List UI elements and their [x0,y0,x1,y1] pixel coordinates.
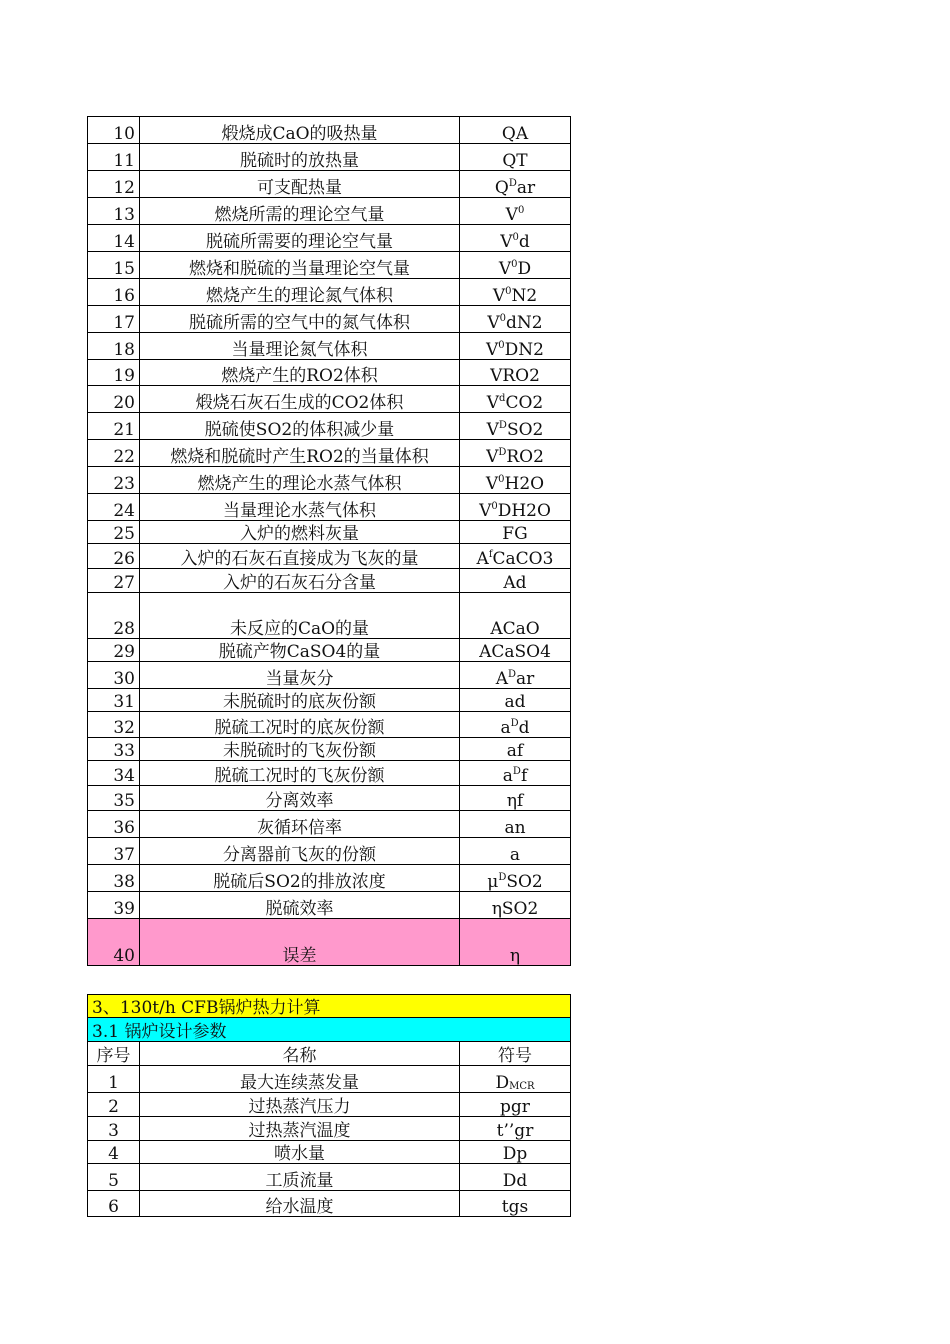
parameter-table-desulfurization [87,116,571,966]
row-symbol [460,440,571,467]
row-number: 3 [88,1117,140,1141]
row-number: 30 [88,662,140,689]
section-title: 3、130t/h CFB锅炉热力计算 [88,995,571,1018]
symbol-sym: Dd [502,1171,528,1191]
table-row [88,892,571,919]
row-name: 煅烧成CaO的吸热量 [140,117,460,144]
row-name: 燃烧和脱硫时产生RO2的当量体积 [140,440,460,467]
row-number: 31 [88,689,140,712]
row-number: 33 [88,738,140,761]
row-symbol [460,413,571,440]
symbol-sym: μ [487,872,499,892]
table-row [88,144,571,171]
row-symbol [460,838,571,865]
row-number: 38 [88,865,140,892]
symbol-sym: A [495,669,508,689]
row-symbol [460,386,571,413]
row-symbol [460,919,571,966]
row-symbol [460,198,571,225]
row-number: 24 [88,494,140,521]
row-symbol [460,1141,571,1164]
symbol-sym: V [485,474,499,494]
table-row [88,593,571,639]
symbol-sup: D [498,872,507,883]
table-row [88,333,571,360]
table-row [88,712,571,738]
symbol-tail: d [518,232,530,252]
row-name: 当量理论氮气体积 [140,333,460,360]
row-name: 过热蒸汽压力 [140,1093,460,1117]
row-symbol [460,333,571,360]
symbol-sym: an [504,818,526,838]
row-symbol [460,892,571,919]
symbol-sym: V [505,205,518,225]
symbol-tail: f [520,766,528,786]
row-number: 28 [88,593,140,639]
table-row [88,662,571,689]
symbol-sym: D [495,1073,510,1093]
symbol-sym: FG [502,524,528,544]
row-name: 燃烧产生的RO2体积 [140,360,460,386]
symbol-tail: ar [516,178,536,198]
symbol-sym: tgs [501,1197,529,1217]
symbol-sup: 0 [491,501,498,512]
table-row [88,1093,571,1117]
symbol-sup: 0 [498,340,505,351]
row-symbol [460,761,571,786]
symbol-sym: a [509,845,521,865]
row-name: 脱硫效率 [140,892,460,919]
row-symbol [460,639,571,662]
row-name: 脱硫工况时的飞灰份额 [140,761,460,786]
section-subtitle-row [88,1018,571,1042]
symbol-sym: V [487,313,500,333]
row-symbol [460,225,571,252]
row-symbol [460,1066,571,1093]
row-number: 12 [88,171,140,198]
row-number: 20 [88,386,140,413]
row-name: 未脱硫时的底灰份额 [140,689,460,712]
row-name: 未反应的CaO的量 [140,593,460,639]
row-name: 最大连续蒸发量 [140,1066,460,1093]
symbol-tail: DN2 [504,340,544,360]
row-name: 给水温度 [140,1191,460,1217]
symbol-sym: V [486,340,499,360]
row-name: 喷水量 [140,1141,460,1164]
symbol-sup: D [498,447,507,458]
table-row [88,838,571,865]
table-row [88,689,571,712]
row-number: 40 [88,919,140,966]
row-symbol [460,1191,571,1217]
symbol-sym: QT [502,151,528,171]
row-symbol [460,360,571,386]
row-name: 脱硫产物CaSO4的量 [140,639,460,662]
table-row [88,252,571,279]
row-symbol [460,544,571,569]
table-row [88,440,571,467]
row-symbol [460,593,571,639]
symbol-sym: V [486,447,499,467]
row-name: 当量理论水蒸气体积 [140,494,460,521]
table-row [88,544,571,569]
symbol-sym: V [498,259,512,279]
symbol-tail: RO2 [506,447,544,467]
symbol-tail: H2O [504,474,545,494]
symbol-sym: a [502,766,513,786]
symbol-sym: QA [501,124,529,144]
row-number: 25 [88,521,140,544]
row-number: 35 [88,786,140,811]
row-number: 11 [88,144,140,171]
row-name: 燃烧产生的理论氮气体积 [140,279,460,306]
row-number: 37 [88,838,140,865]
row-name: 脱硫时的放热量 [140,144,460,171]
header-name: 名称 [140,1042,460,1066]
row-number: 21 [88,413,140,440]
symbol-sym: V [492,286,506,306]
row-number: 27 [88,569,140,593]
row-number: 29 [88,639,140,662]
row-symbol [460,252,571,279]
row-name: 分离器前飞灰的份额 [140,838,460,865]
row-name: 当量灰分 [140,662,460,689]
row-name: 未脱硫时的飞灰份额 [140,738,460,761]
symbol-sym: A [476,549,489,569]
row-name: 脱硫所需要的理论空气量 [140,225,460,252]
symbol-tail: ar [516,669,535,689]
row-number: 39 [88,892,140,919]
row-symbol [460,786,571,811]
symbol-tail: N2 [511,286,538,306]
table-row [88,171,571,198]
row-name: 燃烧所需的理论空气量 [140,198,460,225]
row-name: 误差 [140,919,460,966]
symbol-sym: t’’gr [496,1121,534,1141]
symbol-sup: 0 [498,474,505,485]
row-name: 入炉的石灰石分含量 [140,569,460,593]
row-name: 脱硫后SO2的排放浓度 [140,865,460,892]
symbol-sym: V [486,393,500,413]
row-symbol [460,865,571,892]
symbol-sym: Q [494,178,509,198]
row-number: 4 [88,1141,140,1164]
table-row [88,360,571,386]
row-name: 分离效率 [140,786,460,811]
row-name: 入炉的石灰石直接成为飞灰的量 [140,544,460,569]
row-name: 可支配热量 [140,171,460,198]
symbol-sym: η [509,946,521,966]
row-name: 入炉的燃料灰量 [140,521,460,544]
table-row [88,1141,571,1164]
table-row [88,761,571,786]
table-row [88,198,571,225]
table-row [88,639,571,662]
table-row [88,1191,571,1217]
symbol-sym: VRO2 [490,366,540,386]
symbol-sup: D [512,766,521,777]
table-row [88,494,571,521]
section-subtitle: 3.1 锅炉设计参数 [88,1018,571,1042]
row-number: 14 [88,225,140,252]
row-name: 过热蒸汽温度 [140,1117,460,1141]
row-number: 17 [88,306,140,333]
table-row [88,117,571,144]
table-row [88,1117,571,1141]
symbol-tail: d [518,718,530,738]
table-row [88,919,571,966]
table-row [88,1164,571,1191]
row-number: 15 [88,252,140,279]
row-symbol [460,738,571,761]
row-number: 6 [88,1191,140,1217]
row-number: 2 [88,1093,140,1117]
symbol-sup: 0 [512,232,519,243]
symbol-sym: pgr [500,1097,530,1117]
row-name: 灰循环倍率 [140,811,460,838]
table-row [88,413,571,440]
row-number: 1 [88,1066,140,1093]
symbol-sup: D [507,669,517,680]
symbol-sup: 0 [511,259,518,270]
row-symbol [460,306,571,333]
symbol-sym: ad [504,692,526,712]
row-symbol [460,662,571,689]
row-name: 脱硫工况时的底灰份额 [140,712,460,738]
symbol-tail: SO2 [506,420,544,440]
row-number: 13 [88,198,140,225]
row-number: 19 [88,360,140,386]
row-symbol [460,467,571,494]
table-row [88,467,571,494]
table-row [88,738,571,761]
symbol-tail: dN2 [506,313,543,333]
symbol-sym: V [486,420,499,440]
row-symbol [460,712,571,738]
row-number: 26 [88,544,140,569]
table-row [88,386,571,413]
row-number: 23 [88,467,140,494]
row-name: 脱硫所需的空气中的氮气体积 [140,306,460,333]
symbol-sup: 0 [505,286,512,297]
row-number: 10 [88,117,140,144]
row-number: 22 [88,440,140,467]
table-row [88,865,571,892]
row-symbol [460,279,571,306]
row-symbol [460,1164,571,1191]
row-symbol [460,1117,571,1141]
table-row [88,306,571,333]
symbol-sup: 0 [499,313,507,324]
symbol-sup: D [510,718,519,729]
row-number: 34 [88,761,140,786]
symbol-sym: a [500,718,511,738]
symbol-sup: d [499,393,506,404]
symbol-sym: Ad [503,573,527,593]
row-symbol [460,494,571,521]
header-row [88,1042,571,1066]
symbol-sym: ACaO [490,619,540,639]
row-symbol [460,117,571,144]
symbol-sup: D [508,178,517,189]
row-name: 煅烧石灰石生成的CO2体积 [140,386,460,413]
table-body [88,995,571,1217]
row-number: 18 [88,333,140,360]
table-row [88,786,571,811]
symbol-tail: CO2 [505,393,544,413]
row-name: 燃烧和脱硫的当量理论空气量 [140,252,460,279]
table-row [88,811,571,838]
symbol-sym: V [500,232,513,252]
row-name: 工质流量 [140,1164,460,1191]
symbol-tail: D [517,259,532,279]
row-symbol [460,689,571,712]
header-no: 序号 [88,1042,140,1066]
header-symbol: 符号 [460,1042,571,1066]
row-number: 16 [88,279,140,306]
symbol-sym: af [506,741,524,761]
row-symbol [460,1093,571,1117]
section-title-row [88,995,571,1018]
parameter-table-boiler-design [87,994,571,1217]
symbol-sup: 0 [517,205,525,216]
table-body [88,117,571,966]
row-number: 32 [88,712,140,738]
row-symbol [460,521,571,544]
table-row [88,279,571,306]
symbol-sym: ηSO2 [491,899,539,919]
symbol-sub: MCR [509,1081,535,1092]
table-row [88,225,571,252]
row-symbol [460,144,571,171]
row-number: 36 [88,811,140,838]
symbol-sym: ACaSO4 [479,642,551,662]
row-number: 5 [88,1164,140,1191]
row-symbol [460,569,571,593]
table-row [88,569,571,593]
table-row [88,1066,571,1093]
row-name: 脱硫使SO2的体积减少量 [140,413,460,440]
row-name: 燃烧产生的理论水蒸气体积 [140,467,460,494]
symbol-tail: CaCO3 [492,549,554,569]
symbol-sup: f [488,549,493,560]
symbol-tail: SO2 [506,872,543,892]
symbol-sup: D [498,420,507,431]
symbol-tail: DH2O [497,501,551,521]
symbol-sym: Dp [502,1144,528,1164]
symbol-sym: V [479,501,492,521]
row-symbol [460,811,571,838]
row-symbol [460,171,571,198]
table-row [88,521,571,544]
symbol-sym: ηf [506,791,524,811]
